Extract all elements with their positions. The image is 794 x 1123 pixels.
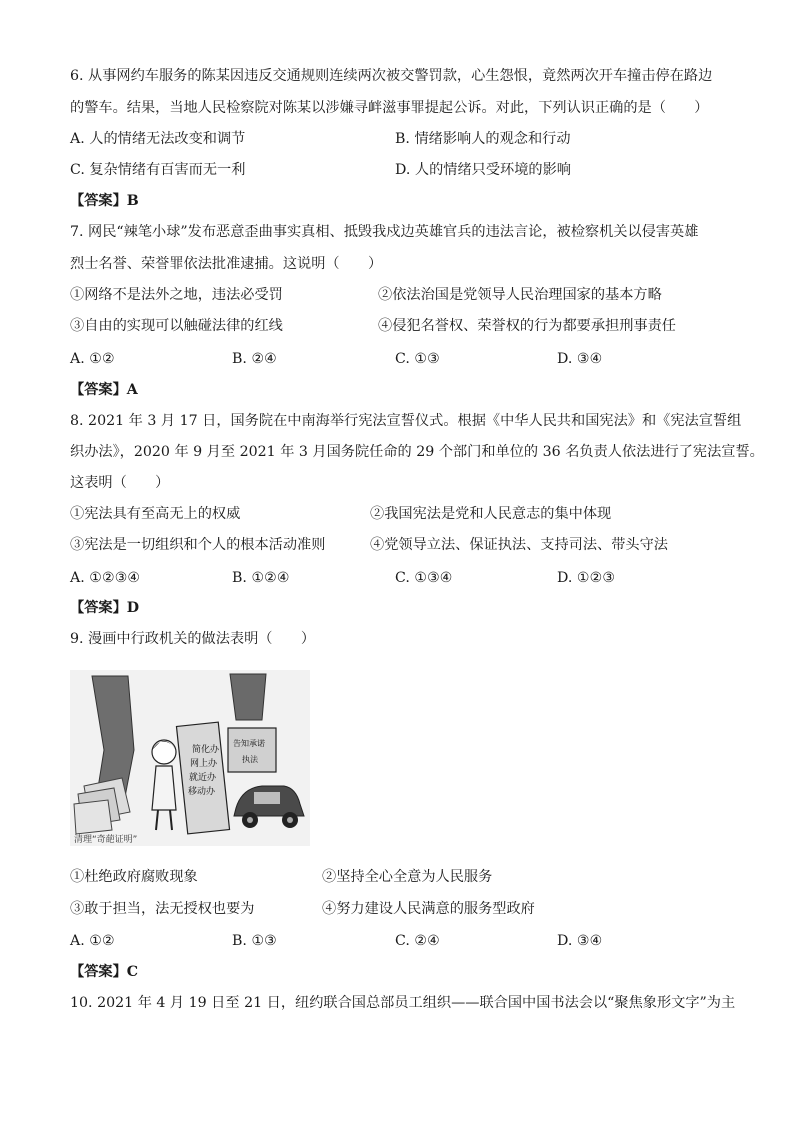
board-left-text-4: 移动办 [188,787,216,797]
board-left-text-3: 就近办 [189,773,217,783]
q7-statement-2: ②依法治国是党领导人民治理国家的基本方略 [378,287,662,303]
q8-statement-3: ③宪法是一切组织和个人的根本活动准则 [70,537,326,553]
q6-stem-line-1: 6. 从事网约车服务的陈某因违反交通规则连续两次被交警罚款，心生怨恨，竟然两次开车撞击停在路边 [70,68,713,84]
board-left-text-2: 网上办 [190,759,218,769]
q9-statement-2: ②坚持全心全意为人民服务 [322,869,493,885]
q8-stem-line-1: 8. 2021 年 3 月 17 日，国务院在中南海举行宪法宣誓仪式。根据《中华人民共和国宪法》和《宪法宣誓组 [70,413,742,429]
q7-stem-line-2: 烈士名誉、荣誉罪依法批准逮捕。这说明（ ） [70,256,383,272]
q7-stem-line-1: 7. 网民“辣笔小球”发布恶意歪曲事实真相、抵毁我戍边英雄官兵的违法言论，被检察机关以侵害英雄 [70,224,699,240]
board-right-text-1: 告知承诺 [233,739,265,748]
q7-option-b: B. ②④ [232,351,277,367]
q9-stem-line-1: 9. 漫画中行政机关的做法表明（ ） [70,631,316,647]
board-right-text-2: 执法 [242,755,258,764]
q9-option-b: B. ①③ [232,933,277,949]
q8-stem-line-3: 这表明（ ） [70,475,170,491]
q8-answer: 【答案】D [70,600,140,616]
q8-option-b: B. ①②④ [232,570,290,586]
q7-option-c: C. ①③ [395,351,440,367]
cartoon-drawing [70,670,310,846]
q8-option-c: C. ①③④ [395,570,453,586]
cartoon-caption: 清理“奇葩证明” [74,835,138,845]
q7-statement-4: ④侵犯名誉权、荣誉权的行为都要承担刑事责任 [378,318,676,334]
q9-cartoon [70,670,310,846]
q8-statement-1: ①宪法具有至高无上的权威 [70,506,241,522]
q9-option-c: C. ②④ [395,933,440,949]
q7-option-a: A. ①② [70,351,115,367]
q8-statement-4: ④党领导立法、保证执法、支持司法、带头守法 [370,537,668,553]
q9-statement-3: ③敢于担当，法无授权也要为 [70,901,255,917]
q7-statement-1: ①网络不是法外之地，违法必受罚 [70,287,283,303]
q9-option-a: A. ①② [70,933,115,949]
q9-answer: 【答案】C [70,964,139,980]
q7-statement-3: ③自由的实现可以触碰法律的红线 [70,318,283,334]
q8-option-a: A. ①②③④ [70,570,141,586]
q8-statement-2: ②我国宪法是党和人民意志的集中体现 [370,506,612,522]
q9-statement-1: ①杜绝政府腐败现象 [70,869,198,885]
board-left-text-1: 简化办 [192,745,220,755]
q10-stem-line-1: 10. 2021 年 4 月 19 日至 21 日，纽约联合国总部员工组织——联合国中国书法会以“聚焦象形文字”为主 [70,995,736,1011]
q8-option-d: D. ①②③ [557,570,616,586]
q7-answer: 【答案】A [70,382,138,398]
q8-stem-line-2: 织办法》，2020 年 9 月至 2021 年 3 月国务院任命的 29 个部门和单位的 36 名负责人依法进行了宪法宣誓。 [70,444,764,460]
q6-answer: 【答案】B [70,193,139,209]
q6-stem-line-2: 的警车。结果，当地人民检察院对陈某以涉嫌寻衅滋事罪提起公诉。对此，下列认识正确的是（ ） [70,100,709,116]
q9-statement-4: ④努力建设人民满意的服务型政府 [322,901,535,917]
q6-option-a: A. 人的情绪无法改变和调节 [70,131,246,147]
q6-option-c: C. 复杂情绪有百害而无一利 [70,162,246,178]
q6-option-b: B. 情绪影响人的观念和行动 [395,131,571,147]
q9-option-d: D. ③④ [557,933,603,949]
q6-option-d: D. 人的情绪只受环境的影响 [395,162,571,178]
q7-option-d: D. ③④ [557,351,603,367]
